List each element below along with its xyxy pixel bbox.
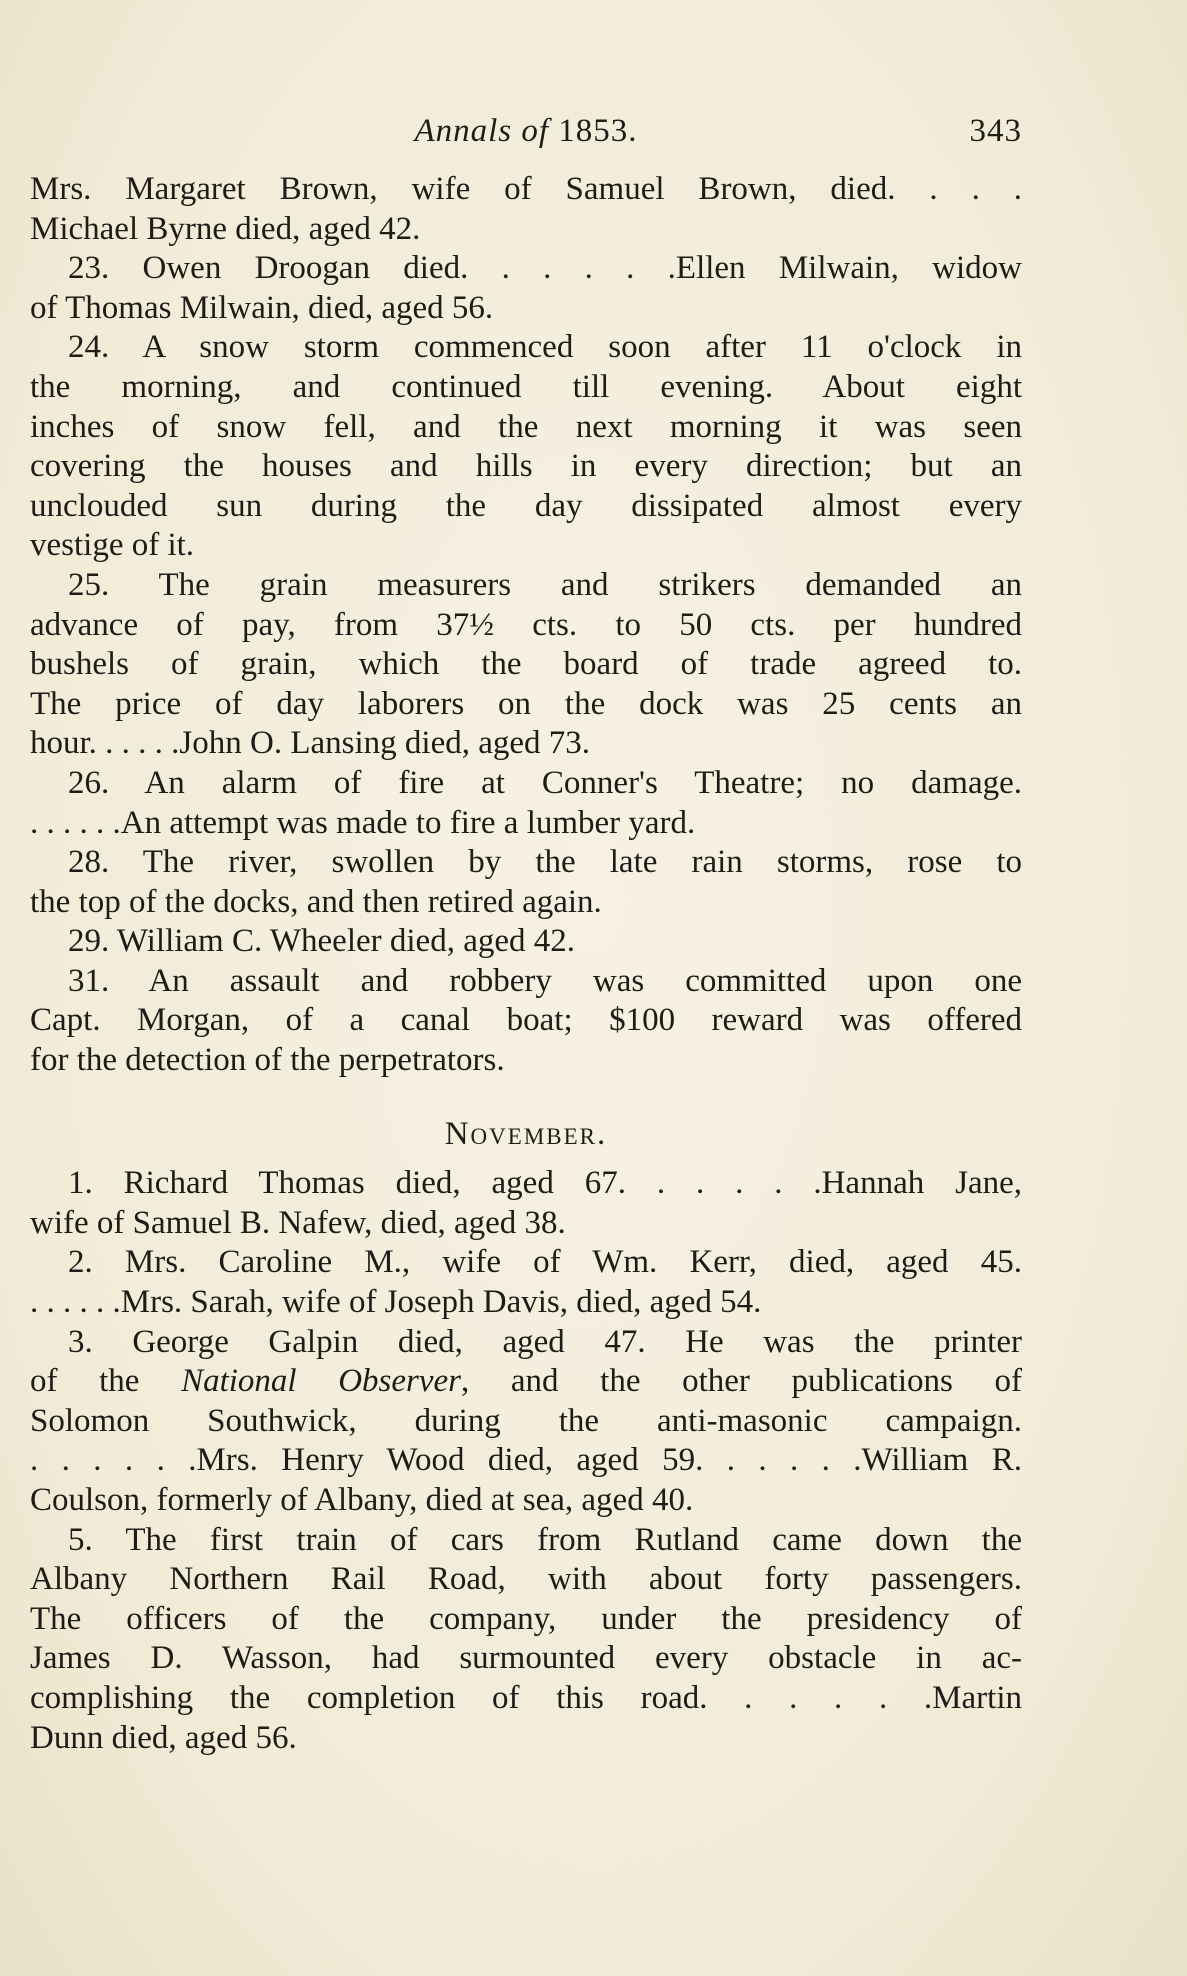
text-line: 1. Richard Thomas died, aged 67. . . . . .Hannah Jane, [68,1165,1022,1202]
text-line: wife of Samuel B. Nafew, died, aged 38. [30,1204,566,1241]
text-line: inches of snow fell, and the next morning it was seen [30,408,1022,445]
text-line: the morning, and continued till evening. About eight [30,368,1022,405]
text-line: vestige of it. [30,527,195,564]
publication-title: National Observer [181,1363,462,1400]
text-line: of Thomas Milwain, died, aged 56. [30,289,494,326]
text-line: covering the houses and hills in every direction; but an [30,448,1022,485]
running-title-annals: Annals [414,113,513,149]
text-line: . . . . . .Mrs. Henry Wood died, aged 59. . . . . .William R. [30,1442,1022,1479]
text-line: of the National Observer, and the other publications of [30,1363,1022,1400]
text-line: bushels of grain, which the board of trade agreed to. [30,646,1022,683]
text-line: Albany Northern Rail Road, with about forty passengers. [30,1561,1022,1598]
text-line: unclouded sun during the day dissipated almost every [30,487,1022,524]
text-line: 3. George Galpin died, aged 47. He was the printer [68,1323,1022,1360]
page-text-block [30,112,1022,1758]
text-line: Capt. Morgan, of a canal boat; $100 reward was offered [30,1002,1022,1039]
text-line: 2. Mrs. Caroline M., wife of Wm. Kerr, died, aged 45. [68,1244,1022,1281]
text-line: 23. Owen Droogan died. . . . . .Ellen Milwain, widow [68,250,1022,287]
text-line: 29. William C. Wheeler died, aged 42. [68,923,575,960]
running-title-of: of [521,113,550,149]
november-entries [30,1164,1022,1758]
october-entries [30,170,1022,1081]
text-line: Michael Byrne died, aged 42. [30,210,421,247]
text-line: the top of the docks, and then retired again. [30,883,602,920]
text-line: The price of day laborers on the dock was 25 cents an [30,685,1022,722]
text-line: Dunn died, aged 56. [30,1719,297,1756]
text-line: 28. The river, swollen by the late rain storms, rose to [68,844,1022,881]
text-line: Mrs. Margaret Brown, wife of Samuel Brown, died. . . . [30,171,1022,207]
text-line: 31. An assault and robbery was committed upon one [68,962,1022,999]
text-line: 26. An alarm of fire at Conner's Theatre; no damage. [68,764,1022,801]
running-title [30,112,1022,152]
text-line: complishing the completion of this road. . . . . .Martin [30,1679,1022,1716]
text-line: 5. The first train of cars from Rutland came down the [68,1521,1022,1558]
text-line: Solomon Southwick, during the anti-masonic campaign. [30,1402,1022,1439]
running-title-year: 1853. [558,113,638,149]
section-heading-november: November. [444,1115,608,1152]
text-line: 25. The grain measurers and strikers demanded an [68,566,1022,603]
text-line: James D. Wasson, had surmounted every obstacle in ac- [30,1640,1022,1677]
text-line: for the detection of the perpetrators. [30,1042,505,1079]
text-line: advance of pay, from 37½ cts. to 50 cts. per hundred [30,606,1022,643]
text-line: hour. . . . . .John O. Lansing died, aged 73. [30,725,591,762]
text-line: . . . . . .Mrs. Sarah, wife of Joseph Davis, died, aged 54. [30,1284,762,1321]
text-line: The officers of the company, under the presidency of [30,1600,1022,1637]
text-line: 24. A snow storm commenced soon after 11 o'clock in [68,329,1022,366]
page-header [30,112,1022,160]
text-line: . . . . . .An attempt was made to fire a lumber yard. [30,804,696,841]
page-number: 343 [969,113,1022,149]
text-line: Coulson, formerly of Albany, died at sea, aged 40. [30,1482,694,1518]
